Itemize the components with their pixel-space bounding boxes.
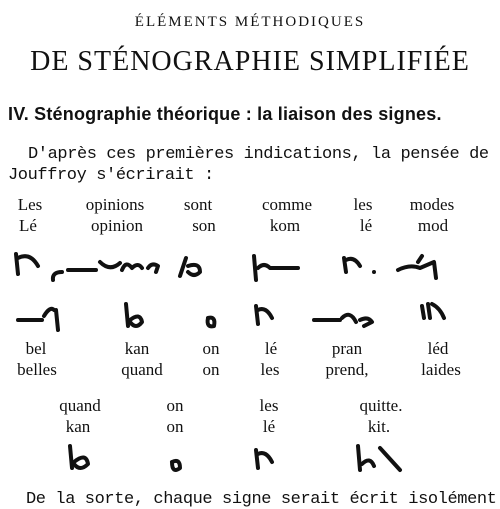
row1-phonetic: lé	[359, 216, 373, 235]
shorthand-sign	[422, 304, 444, 318]
row3-phonetic: kan	[65, 417, 91, 436]
row1-word: opinions	[85, 195, 145, 214]
shorthand-sign	[18, 309, 58, 330]
row2-word: belles	[17, 360, 57, 379]
row2-word: les	[260, 360, 280, 379]
shorthand-sign	[256, 450, 272, 468]
shorthand-sign	[208, 318, 215, 327]
row1-word: sont	[183, 195, 213, 214]
shorthand-sign	[256, 306, 272, 324]
row1-phonetic: mod	[417, 216, 449, 235]
row2-phonetic: kan	[124, 339, 150, 358]
row1-phonetic: Lé	[19, 216, 37, 235]
shorthand-sign	[344, 258, 376, 274]
intro-line-2: Jouffroy s'écrirait :	[8, 166, 214, 185]
book-title: DE STÉNOGRAPHIE SIMPLIFIÉE	[30, 46, 470, 77]
shorthand-sign	[53, 262, 158, 280]
row3-word: on	[166, 396, 184, 415]
row2-word: laides	[421, 360, 461, 379]
footer-partial-line: De la sorte, chaque signe serait écrit isolément	[26, 490, 497, 509]
row3-phonetic: lé	[262, 417, 276, 436]
row1-phonetic: kom	[269, 216, 301, 235]
shorthand-sign	[398, 256, 436, 278]
row2-phonetic: lé	[264, 339, 278, 358]
row2-word: quand	[121, 360, 163, 379]
shorthand-sign	[16, 254, 38, 274]
book-kicker: ÉLÉMENTS MÉTHODIQUES	[134, 14, 366, 30]
shorthand-sign	[126, 304, 142, 326]
row2-phonetic: léd	[427, 339, 449, 358]
intro-line-1: D'après ces premières indications, la pensée de	[28, 145, 489, 164]
row1-phonetic: son	[192, 216, 216, 235]
row1-word: Les	[17, 195, 43, 214]
row1-word: comme	[261, 195, 313, 214]
row3-phonetic: on	[166, 417, 184, 436]
shorthand-sign	[70, 446, 88, 468]
row2-phonetic: bel	[25, 339, 47, 358]
shorthand-sign	[358, 446, 400, 470]
row2-word: prend,	[325, 360, 369, 379]
row2-word: on	[202, 360, 220, 379]
row2-phonetic: on	[202, 339, 220, 358]
row3-word: quitte.	[359, 396, 403, 415]
row1-phonetic: opinion	[91, 216, 143, 235]
row2-phonetic: pran	[331, 339, 363, 358]
shorthand-sign	[172, 461, 180, 470]
row1-word: modes	[409, 195, 455, 214]
section-title: IV. Sténographie théorique : la liaison des signes.	[8, 104, 442, 124]
row3-word: les	[259, 396, 279, 415]
shorthand-sign	[254, 256, 298, 280]
row3-phonetic: kit.	[367, 417, 391, 436]
row1-word: les	[353, 195, 373, 214]
shorthand-sign	[314, 315, 372, 326]
shorthand-sign	[180, 258, 200, 276]
row3-word: quand	[59, 396, 101, 415]
